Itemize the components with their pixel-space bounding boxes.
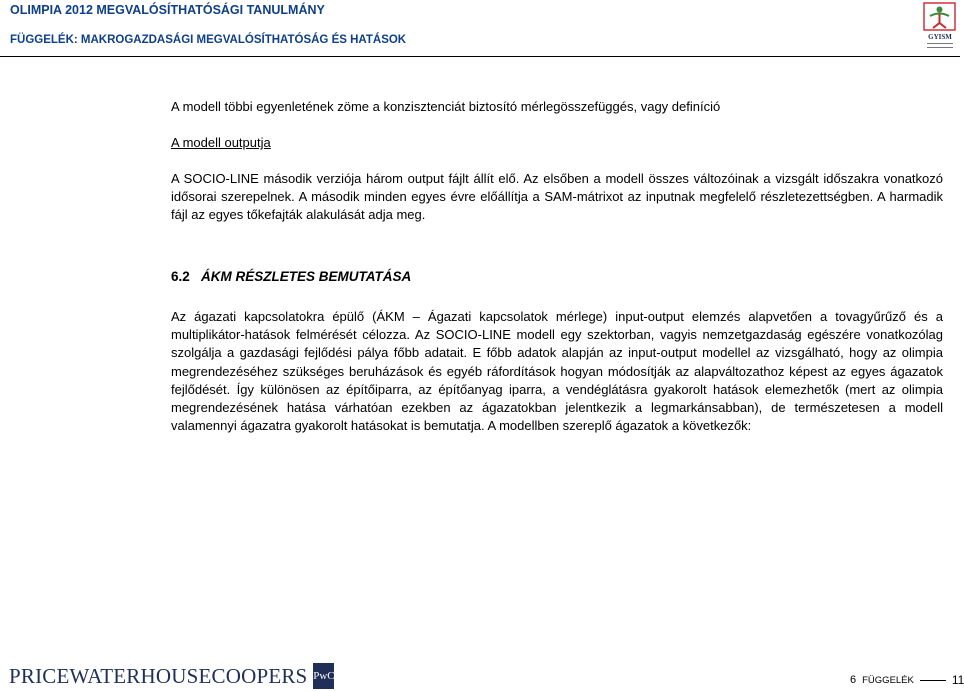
section-heading xyxy=(171,269,411,284)
logo-wordmark: GYISM xyxy=(928,33,952,41)
running-header-subtitle: FÜGGELÉK: MAKROGAZDASÁGI MEGVALÓSÍTHATÓSÁG ÉS HATÁSOK xyxy=(10,34,407,46)
paragraph-akm-description: Az ágazati kapcsolatokra épülő (ÁKM – Ágazati kapcsolatok mérlege) input-output elemzés alapvetően a tovagyűrűző és a multiplikátor-hatások felmérését célozza. Az SOCIO-LINE modell egy szektorban, vagyis nemzetgazdaság egészére vonatkozólag szolgálja a gazdasági fejlődési pálya főbb adatait. E főbb adatok alapján az input-output modellel az vizsgálható, hogy az olimpia megrendezéséhez szükséges beruházások és egyéb ráfordítások hogyan módosítják az alapváltozathoz képest az egyes ágazatok fejlődését. Így különösen az építőiparra, az építőanyag iparra, a vendéglátásra gyakorolt hatások elemezhetők (mert az olimpia megrendezésének hatása várhatóan ezekben az ágazatokban jelentkezik a legmarkánsabban), de természetesen a modell valamennyi ágazatra gyakorolt hatásokat is bemutatja. A modellben szereplő ágazatok a következők: xyxy=(171,309,943,434)
footer-dash xyxy=(920,680,946,681)
page-footer-number xyxy=(850,673,964,687)
appendix-label: FÜGGELÉK xyxy=(862,674,914,686)
pwc-mark: PwC xyxy=(313,663,334,689)
section-title: ÁKM RÉSZLETES BEMUTATÁSA xyxy=(201,269,412,284)
section-number: 6.2 xyxy=(171,269,190,284)
running-header-title: OLIMPIA 2012 MEGVALÓSÍTHATÓSÁGI TANULMÁNY xyxy=(10,3,325,17)
header-divider xyxy=(0,56,960,57)
subheading-model-output: A modell outputja xyxy=(171,135,271,150)
page-number: 11 xyxy=(951,673,964,687)
paragraph-model-output: A SOCIO-LINE második verziója három output fájlt állít elő. Az elsőben a modell összes változóinak a vizsgált időszakra vonatkozó idősorai szerepelnek. A második minden egyes évre előállítja a SAM-mátrixot az inputnak megfelelő részletezettségben. A harmadik fájl az egyes tőkefajták alakulását adja meg. xyxy=(171,171,943,223)
pwc-logo xyxy=(9,662,334,690)
appendix-number: 6 xyxy=(850,674,857,686)
logo-head xyxy=(937,7,943,13)
pwc-wordmark: PRICEWATERHOUSECOOPERS xyxy=(9,663,308,688)
paragraph-model-equations: A modell többi egyenletének zöme a konzisztenciát biztosító mérlegösszefüggés, vagy definíció xyxy=(171,99,721,114)
gyism-logo xyxy=(921,2,959,54)
